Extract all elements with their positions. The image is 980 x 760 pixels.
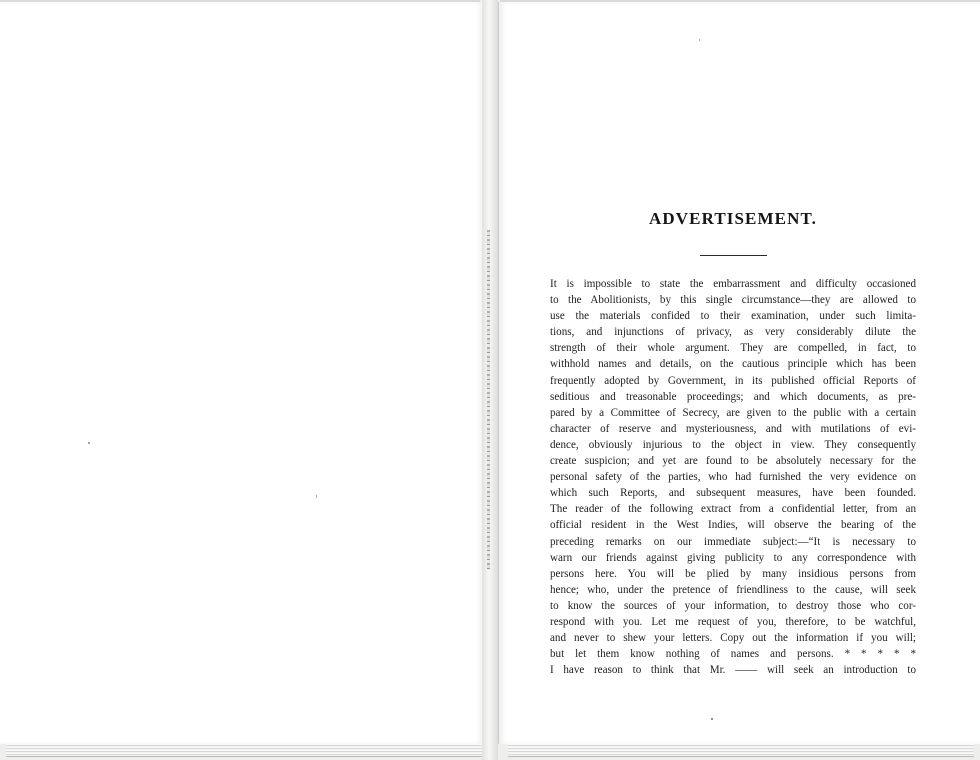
text-line: I have reason to think that Mr. —— will seek an introduction to [550, 664, 916, 677]
text-line: to know the sources of your information, to destroy those who cor- [550, 599, 916, 612]
page-edge-left [6, 744, 482, 757]
text-line: pared by a Committee of Secrecy, are given to the public with a certain [550, 406, 916, 419]
text-line: hence; who, under the pretence of friendliness to the cause, will seek [550, 583, 916, 596]
text-line: respond with you. Let me request of you, therefore, to be watchful, [550, 615, 916, 628]
text-line: to the Abolitionists, by this single circumstance—they are allowed to [550, 294, 916, 307]
text-line: dence, obviously injurious to the object in view. They consequently [550, 438, 916, 451]
paper-speck [699, 39, 700, 41]
text-line: The reader of the following extract from a confidential letter, from an [550, 503, 916, 516]
text-line: frequently adopted by Government, in its published official Reports of [550, 374, 916, 387]
page-heading: ADVERTISEMENT. [649, 209, 817, 228]
text-line: It is impossible to state the embarrassment and difficulty occasioned [550, 278, 916, 290]
text-line: which such Reports, and subsequent measures, have been founded. [550, 487, 916, 500]
text-line: strength of their whole argument. They are compelled, in fact, to [550, 342, 916, 355]
text-line: use the materials confided to their examination, under such limita- [550, 310, 916, 323]
text-line: persons here. You will be plied by many insidious persons from [550, 567, 916, 580]
text-line: personal safety of the parties, who had furnished the very evidence on [550, 471, 916, 484]
text-line: and never to shew your letters. Copy out the information if you will; [550, 632, 916, 645]
body-paragraph [550, 276, 916, 678]
text-line: official resident in the West Indies, will observe the bearing of the [550, 519, 916, 532]
paper-speck [316, 495, 317, 498]
text-line: withhold names and details, on the cautious principle which has been [550, 358, 916, 371]
text-line: character of reserve and mysteriousness, and with mutilations of evi- [550, 422, 916, 435]
left-page [0, 2, 483, 744]
heading-rule [700, 255, 767, 256]
text-line: tions, and injunctions of privacy, as very considerably dilute the [550, 326, 916, 339]
paper-speck [711, 718, 713, 720]
text-line: seditious and treasonable proceedings; and which documents, as pre- [550, 390, 916, 403]
paper-speck [88, 442, 90, 444]
text-line: preceding remarks on our immediate subject:—“It is necessary to [550, 535, 916, 548]
text-line: create suspicion; and yet are found to be absolutely necessary for the [550, 455, 916, 468]
text-line: but let them know nothing of names and persons. * * * * * [550, 648, 916, 661]
page-edge-right [508, 744, 974, 757]
book-gutter [482, 0, 498, 760]
binding-stitch [487, 230, 490, 570]
text-line: warn our friends against giving publicity to any correspondence with [550, 551, 916, 564]
